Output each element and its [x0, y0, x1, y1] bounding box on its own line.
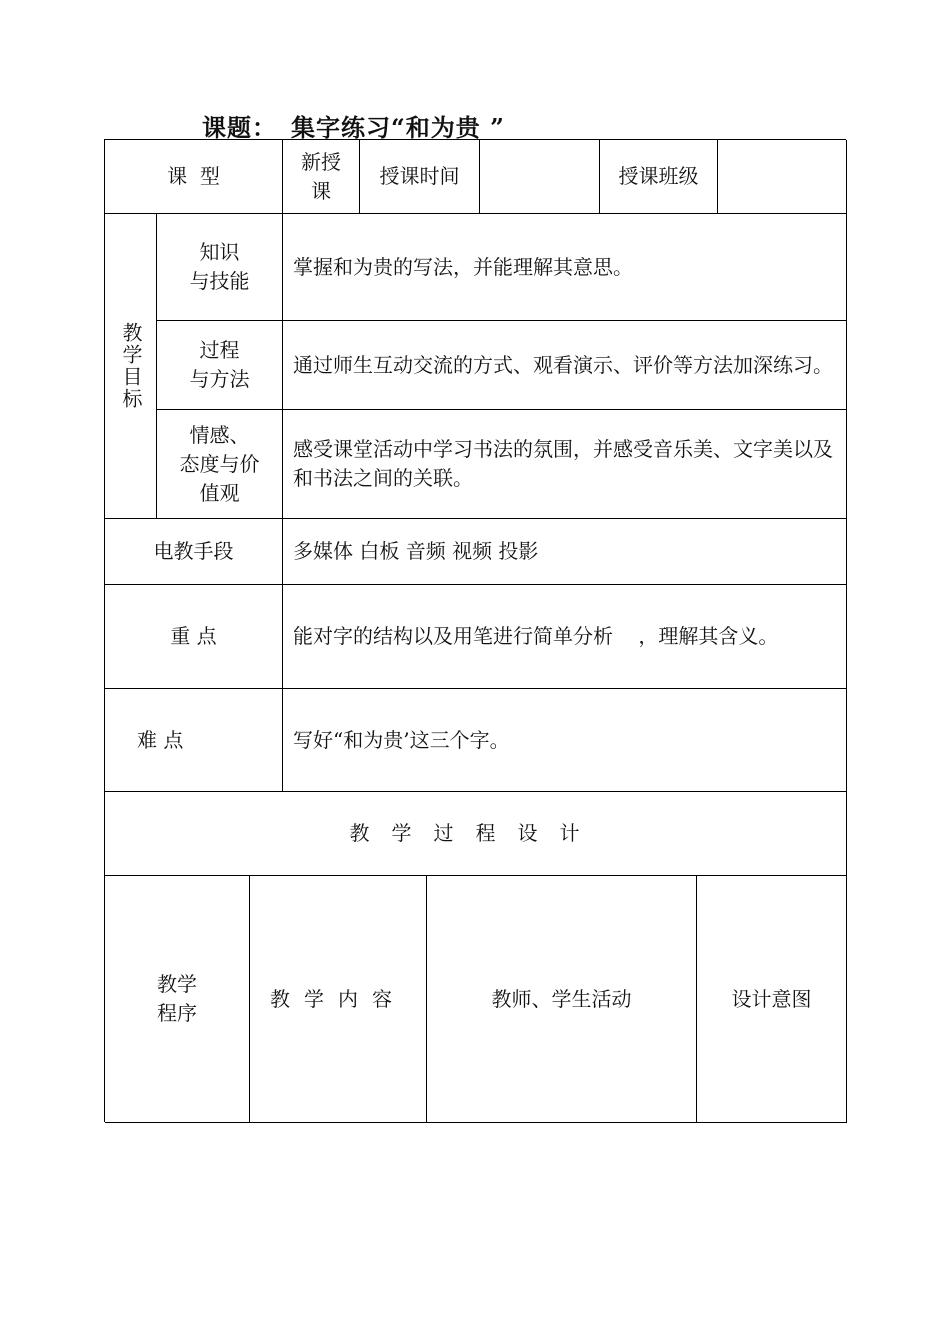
emotion-text: 感受课堂活动中学习书法的氛围，并感受音乐美、文字美以及和书法之间的关联。	[293, 437, 833, 490]
knowledge-label-cell	[157, 214, 283, 321]
time-value-cell	[480, 140, 600, 214]
emotion-label-cell	[157, 410, 283, 519]
time-label: 授课时间	[379, 164, 460, 188]
process-text: 通过师生互动交流的方式、观看演示、评价等方法加深练习。	[293, 352, 833, 377]
title-text: 集字练习“和为贵 ”	[291, 113, 505, 142]
difficulty-label-cell	[105, 689, 283, 792]
class-value-cell	[718, 140, 847, 214]
title-label: 课题：	[202, 113, 277, 142]
intent-col-cell	[697, 876, 847, 1123]
content-col-label: 教学内容	[270, 986, 406, 1011]
objectives-label-cell	[105, 214, 157, 519]
knowledge-label: 知识 与技能	[189, 240, 250, 293]
knowledge-text-cell	[283, 214, 847, 321]
type-label: 课 型	[167, 164, 220, 188]
key-point-text-cell	[283, 585, 847, 689]
type-label-cell	[105, 140, 283, 214]
difficulty-text: 写好“和为贵’这三个字。	[293, 727, 510, 752]
time-label-cell	[360, 140, 480, 214]
media-text: 多媒体 白板 音频 视频 投影	[293, 539, 539, 563]
knowledge-text: 掌握和为贵的写法，并能理解其意思。	[293, 254, 633, 279]
activity-col-label: 教师、学生活动	[491, 986, 632, 1011]
process-label-cell	[157, 321, 283, 410]
type-value: 新授课	[301, 149, 341, 203]
emotion-text-cell	[283, 410, 847, 519]
emotion-label: 情感、 态度与价 值观	[179, 422, 260, 505]
lesson-plan-table	[104, 139, 846, 1122]
page-title	[202, 108, 505, 143]
process-label: 过程 与方法	[189, 338, 250, 391]
key-point-label: 重 点	[170, 624, 217, 648]
content-col-cell	[250, 876, 427, 1123]
type-value-cell	[283, 140, 360, 214]
media-text-cell	[283, 519, 847, 585]
media-label-cell	[105, 519, 283, 585]
key-point-text: 能对字的结构以及用笔进行简单分析 ，理解其含义。	[293, 624, 779, 648]
class-label-cell	[600, 140, 718, 214]
class-label: 授课班级	[618, 164, 699, 188]
key-point-label-cell	[105, 585, 283, 689]
process-design-heading-cell	[105, 792, 847, 876]
process-text-cell	[283, 321, 847, 410]
media-label: 电教手段	[153, 539, 234, 563]
procedure-col-label: 教学 程序	[157, 972, 197, 1025]
process-design-heading: 教学过程设计	[349, 821, 602, 845]
difficulty-text-cell	[283, 689, 847, 792]
procedure-col-cell	[105, 876, 250, 1123]
difficulty-label: 难 点	[137, 727, 184, 752]
activity-col-cell	[427, 876, 697, 1123]
intent-col-label: 设计意图	[731, 986, 812, 1011]
objectives-label: 教学目标	[119, 322, 143, 410]
